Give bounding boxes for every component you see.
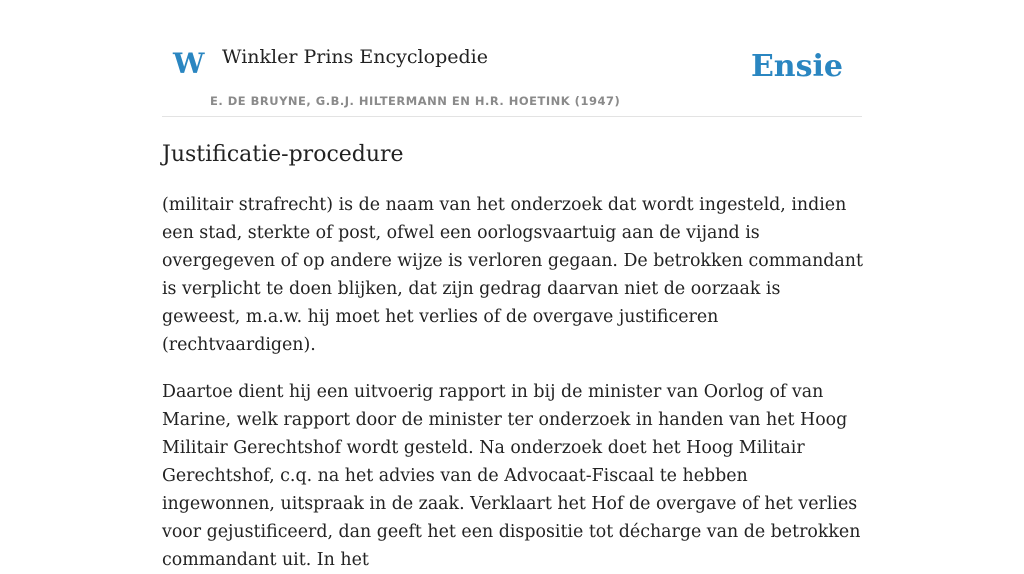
encyclopedia-title[interactable]: Winkler Prins Encyclopedie — [222, 46, 488, 68]
encyclopedia-authors: E. DE BRUYNE, G.B.J. HILTERMANN EN H.R. HOETINK (1947) — [210, 94, 621, 108]
article — [162, 136, 864, 574]
article-paragraph: Daartoe dient hij een uitvoerig rapport in bij de minister van Oorlog of van Marine, welk rapport door de minister ter onderzoek in handen van het Hoog Militair Gerechtshof wordt gesteld. Na onderzoek doet het Hoog Militair Gerechtshof, c.q. na het advies van de Advocaat-Fiscaal te hebben ingewonnen, uitspraak in de zaak. Verklaart het Hof de overgave of het verlies voor gejustificeerd, dan geeft het een dispositie tot décharge van de betrokken commandant uit. In het — [162, 382, 861, 570]
article-title: Justificatie-procedure — [162, 142, 404, 167]
winkler-prins-logo[interactable]: W — [173, 47, 205, 80]
site-header — [162, 0, 862, 117]
ensie-logo[interactable]: Ensie — [750, 49, 843, 84]
article-paragraph: (militair strafrecht) is de naam van het onderzoek dat wordt ingesteld, indien een stad, sterkte of post, ofwel een oorlogsvaartuig aan de vijand is overgegeven of op andere wijze is verloren gegaan. De betrokken commandant is verplicht te doen blijken, dat zijn gedrag daarvan niet de oorzaak is geweest, m.a.w. hij moet het verlies of de overgave justificeren (rechtvaardigen). — [162, 195, 863, 355]
